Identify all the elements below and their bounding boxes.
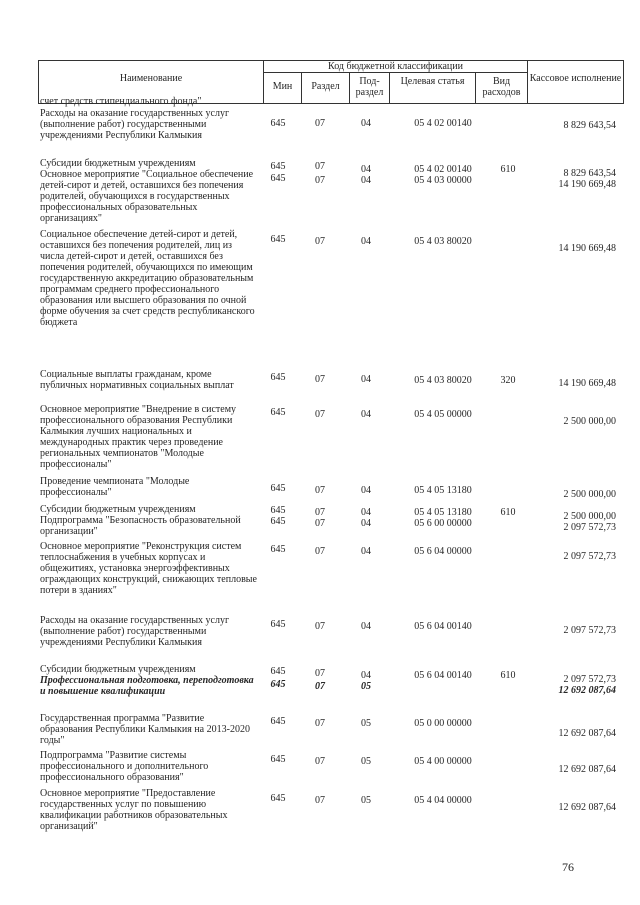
row-razdel: 07 <box>315 374 325 385</box>
row-name: Профессиональная подготовка, переподготовка и повышение квалификации <box>40 675 254 697</box>
row-name: Основное мероприятие "Реконструкция систем теплоснабжения в учебных корпусах и общежитиях, установка энергоэффективных ограждающих конструкций, снижающих тепловые потери в зданиях" <box>40 541 257 596</box>
header-podrazdel <box>349 72 389 103</box>
row-sum: 14 190 669,48 <box>558 179 616 190</box>
row-name: Основное мероприятие "Предоставление государственных услуг по повышению квалификации работников образовательных организаций" <box>40 788 228 832</box>
row-podrazdel: 04 <box>361 621 371 632</box>
row-celevaya: 05 4 02 00140 <box>414 118 472 129</box>
header-razdel-label: Раздел <box>311 81 340 92</box>
row-celevaya: 05 4 03 00000 <box>414 175 472 186</box>
row-sum: 8 829 643,54 <box>563 120 616 131</box>
row-sum: 2 500 000,00 <box>563 511 616 522</box>
row-razdel: 07 <box>315 756 325 767</box>
row-min: 645 <box>270 234 286 245</box>
row-name: Субсидии бюджетным учреждениям <box>40 504 196 515</box>
header-celevaya-label: Целевая статья <box>400 76 465 87</box>
row-sum: 2 500 000,00 <box>563 416 616 427</box>
row-podrazdel: 04 <box>361 518 371 529</box>
row-name: Расходы на оказание государственных услуг (выполнение работ) государственными учреждениями Республики Калмыкия <box>40 108 230 141</box>
row-sum: 12 692 087,64 <box>558 802 616 813</box>
row-name: Субсидии бюджетным учреждениям <box>40 664 196 675</box>
header-min <box>263 72 301 103</box>
row-podrazdel: 04 <box>361 118 371 129</box>
row-vid: 610 <box>500 670 516 681</box>
row-celevaya: 05 4 04 00000 <box>414 795 472 806</box>
row-razdel: 07 <box>315 409 325 420</box>
header-group <box>263 61 527 72</box>
row-razdel: 07 <box>315 485 325 496</box>
row-min: 645 <box>270 793 286 804</box>
row-name: Подпрограмма "Развитие системы профессионального и дополнительного профессионального образования" <box>40 750 209 783</box>
row-podrazdel: 05 <box>361 681 371 692</box>
row-podrazdel: 04 <box>361 670 371 681</box>
header-vid-label: Вид расходов <box>482 76 521 98</box>
row-min: 645 <box>270 407 286 418</box>
row-podrazdel: 04 <box>361 507 371 518</box>
row-sum: 8 829 643,54 <box>563 168 616 179</box>
header-kassa <box>527 61 623 103</box>
header-kassa-label: Кассовое исполнение <box>529 73 622 84</box>
row-celevaya: 05 0 00 00000 <box>414 718 472 729</box>
row-sum: 12 692 087,64 <box>558 728 616 739</box>
row-sum: 2 097 572,73 <box>563 551 616 562</box>
row-min: 645 <box>270 372 286 383</box>
row-razdel: 07 <box>315 507 325 518</box>
row-celevaya: 05 6 04 00000 <box>414 546 472 557</box>
row-razdel: 07 <box>315 546 325 557</box>
row-podrazdel: 04 <box>361 546 371 557</box>
row-celevaya: 05 4 03 80020 <box>414 375 472 386</box>
row-sum: 12 692 087,64 <box>558 764 616 775</box>
row-celevaya: 05 4 05 13180 <box>414 507 472 518</box>
header-name-label: Наименование <box>119 73 183 84</box>
row-razdel: 07 <box>315 668 325 679</box>
row-podrazdel: 04 <box>361 409 371 420</box>
row-min: 645 <box>270 161 286 172</box>
row-sum: 2 500 000,00 <box>563 489 616 500</box>
row-razdel: 07 <box>315 236 325 247</box>
row-sum: 14 190 669,48 <box>558 378 616 389</box>
row-name: Подпрограмма "Безопасность образовательной организации" <box>40 515 241 537</box>
row-name: счет средств стипендиального фонда" <box>40 96 202 107</box>
row-min: 645 <box>270 544 286 555</box>
row-vid: 610 <box>500 507 516 518</box>
row-podrazdel: 04 <box>361 485 371 496</box>
row-vid: 610 <box>500 164 516 175</box>
header-vid <box>475 72 527 103</box>
row-vid: 320 <box>500 375 516 386</box>
row-name: Социальное обеспечение детей-сирот и детей, оставшихся без попечения родителей, лиц из числа детей-сирот и детей, оставшихся без попечения родителей, обучающихся по имеющим государственную аккредитацию образовательным программам среднего профессионального образования или высшего образования по очной форме обучения за счет средств республиканского бюджета <box>40 229 255 328</box>
row-name: Социальные выплаты гражданам, кроме публичных нормативных социальных выплат <box>40 369 234 391</box>
row-name: Проведение чемпионата "Молодые профессионалы" <box>40 476 190 498</box>
row-name: Государственная программа "Развитие образования Республики Калмыкия на 2013-2020 годы" <box>40 713 250 746</box>
row-razdel: 07 <box>315 175 325 186</box>
row-podrazdel: 04 <box>361 374 371 385</box>
row-min: 645 <box>270 716 286 727</box>
header-group-label: Код бюджетной классификации <box>328 61 463 72</box>
row-razdel: 07 <box>315 718 325 729</box>
row-celevaya: 05 4 03 80020 <box>414 236 472 247</box>
row-sum: 2 097 572,73 <box>563 625 616 636</box>
row-min: 645 <box>270 505 286 516</box>
row-celevaya: 05 6 00 00000 <box>414 518 472 529</box>
row-celevaya: 05 6 04 00140 <box>414 621 472 632</box>
row-name: Субсидии бюджетным учреждениям <box>40 158 196 169</box>
row-celevaya: 05 4 05 00000 <box>414 409 472 420</box>
row-min: 645 <box>270 483 286 494</box>
header-razdel <box>301 72 349 103</box>
row-podrazdel: 05 <box>361 718 371 729</box>
row-razdel: 07 <box>315 161 325 172</box>
row-name: Основное мероприятие "Социальное обеспечение детей-сирот и детей, оставшихся без попечения родителей, обучающихся в государственных профессиональных образовательных организациях" <box>40 169 254 224</box>
row-min: 645 <box>270 754 286 765</box>
row-min: 645 <box>270 118 286 129</box>
row-sum: 2 097 572,73 <box>563 674 616 685</box>
header-celevaya <box>389 72 475 103</box>
row-min: 645 <box>270 666 286 677</box>
row-podrazdel: 05 <box>361 756 371 767</box>
row-sum: 2 097 572,73 <box>563 522 616 533</box>
row-celevaya: 05 6 04 00140 <box>414 670 472 681</box>
row-min: 645 <box>270 173 286 184</box>
row-podrazdel: 04 <box>361 175 371 186</box>
row-celevaya: 05 4 00 00000 <box>414 756 472 767</box>
header-min-label: Мин <box>272 81 293 92</box>
row-podrazdel: 04 <box>361 164 371 175</box>
row-podrazdel: 05 <box>361 795 371 806</box>
row-razdel: 07 <box>315 621 325 632</box>
row-sum: 12 692 087,64 <box>558 685 616 696</box>
row-razdel: 07 <box>315 795 325 806</box>
page-number: 76 <box>562 860 574 874</box>
row-min: 645 <box>270 679 286 690</box>
header-podrazdel-label: Под-раздел <box>355 76 384 98</box>
row-celevaya: 05 4 05 13180 <box>414 485 472 496</box>
row-sum: 14 190 669,48 <box>558 243 616 254</box>
row-podrazdel: 04 <box>361 236 371 247</box>
row-razdel: 07 <box>315 518 325 529</box>
row-min: 645 <box>270 619 286 630</box>
row-name: Основное мероприятие "Внедрение в систему профессионального образования Республики Калмыкия лучших национальных и международных практик через проведение региональных чемпионатов "Молодые профессионалы" <box>40 404 237 470</box>
row-celevaya: 05 4 02 00140 <box>414 164 472 175</box>
row-razdel: 07 <box>315 681 325 692</box>
row-razdel: 07 <box>315 118 325 129</box>
row-name: Расходы на оказание государственных услуг (выполнение работ) государственными учреждениями Республики Калмыкия <box>40 615 230 648</box>
row-min: 645 <box>270 516 286 527</box>
